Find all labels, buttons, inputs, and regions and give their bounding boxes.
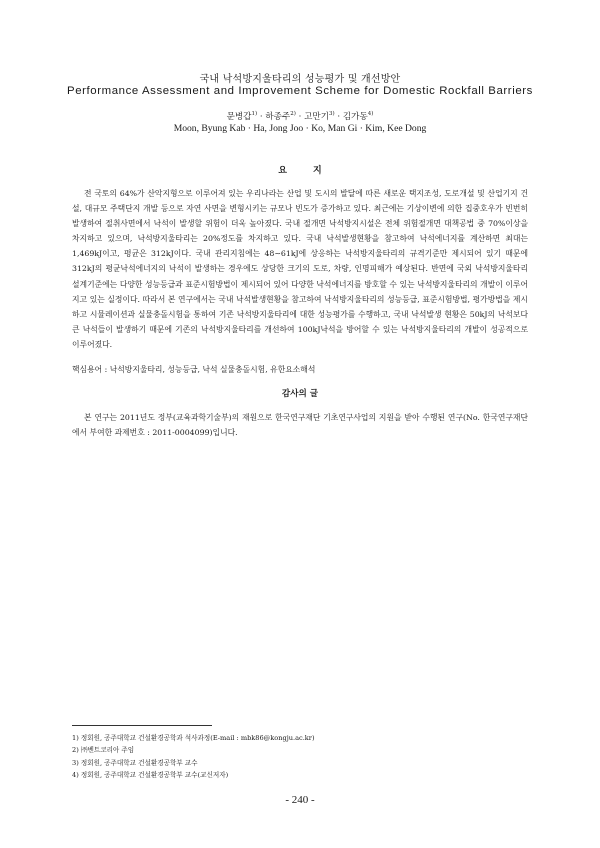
- authors-korean: [0, 110, 600, 122]
- footnote-4: 4) 정회원, 공주대학교 건설환경공학부 교수(교신저자): [72, 771, 229, 780]
- footnote-3: 3) 정회원, 공주대학교 건설환경공학부 교수: [72, 758, 198, 767]
- author-3-name: 고만기: [304, 112, 329, 122]
- acknowledgement-heading: 감사의 글: [281, 389, 319, 399]
- abstract-body: 전 국토의 64%가 산악지형으로 이루어져 있는 우리나라는 산업 및 도시의 발달에 따른 새로운 택지조성, 도로개설 및 산업기지 건설, 대규모 주택단지 개발 등으로 자연 사면을 변형시키는 규모나 빈도가 증가하고 있다. 최근에는 기상이변에 의한 집중호우가 빈번히 발생하여 절취사면에서 낙석이 발생할 위험이 더욱 높아졌다. 국내 절개면 낙석방지시설은 전체 위험절개면 대책공법 중 70%이상을 차지하고 있으며, 낙석방지울타리는 20%정도를 차지하고 있다. 국내 낙석발생현황을 참고하여 낙석에너지를 계산하면 최대는 1,469kJ이고, 평균은 312kJ이다. 국내 관리지침에는 48∼61kJ에 상응하는 낙석방지울타리의 규격기준만 제시되어 있기 때문에 312kJ의 평균낙석에너지의 낙석이 발생하는 경우에도 상당한 크기의 도로, 차량, 인명피해가 예상된다. 반면에 국외 낙석방지울타리 설계기준에는 다양한 성능등급과 표준시험방법이 제시되어 있어 다양한 낙석에너지를 방호할 수 있는 낙석방지울타리의 개발이 이루어지고 있는 실정이다. 따라서 본 연구에서는 국내 낙석발생현황을 참고하여 낙석방지울타리의 성능등급, 표준시험방법, 평가방법을 제시하고 시뮬레이션과 실물충돌시험을 통하여 기존 낙석방지울타리에 대한 성능평가를 수행하고, 국내 낙석발생 현황은 50kJ의 낙석보다 큰 낙석들이 발생하기 때문에 기존의 낙석방지울타리를 개선하여 100kJ낙석을 방어할 수 있는 낙석방지울타리의 개발이 성공적으로 이루어졌다.: [72, 189, 528, 349]
- author-4-name: 김가동: [342, 112, 368, 122]
- author-4-mark: 4): [367, 111, 374, 118]
- author-separator: ·: [257, 112, 266, 122]
- author-1-mark: 1): [251, 111, 258, 118]
- title-english: Performance Assessment and Improvement Scheme for Domestic Rockfall Barriers: [67, 85, 533, 97]
- acknowledgement-body: 본 연구는 2011년도 정부(교육과학기술부)의 재원으로 한국연구재단 기초연구사업의 지원을 받아 수행된 연구(No. 한국연구재단에서 부여한 과제번호 : 2011-0004099)입니다.: [72, 413, 528, 438]
- keywords-label: 핵심용어 :: [72, 365, 110, 374]
- author-2-mark: 2): [290, 111, 296, 118]
- author-1-name: 문병갑: [226, 112, 252, 122]
- footnote-1: 1) 정회원, 공주대학교 건설환경공학과 석사과정(E-mail : mbk86@kongju.ac.kr): [72, 734, 315, 742]
- page-number: - 240 -: [285, 794, 315, 806]
- keywords: [72, 362, 528, 377]
- author-separator: ·: [295, 112, 305, 122]
- footnotes: [72, 732, 528, 782]
- footnote-2: 2) ㈜벤트코리아 주임: [72, 746, 135, 755]
- author-separator: ·: [334, 112, 343, 122]
- keywords-text: 낙석방지울타리, 성능등급, 낙석 실물충돌시험, 유한요소해석: [109, 365, 316, 374]
- authors-english: Moon, Byung Kab · Ha, Jong Joo · Ko, Man Gi · Kim, Kee Dong: [173, 123, 427, 134]
- footnote-divider: [72, 725, 212, 726]
- title-korean: 국내 낙석방지울타리의 성능평가 및 개선방안: [199, 74, 401, 85]
- author-3-mark: 3): [329, 111, 335, 118]
- author-2-name: 하종주: [265, 112, 291, 122]
- abstract-heading: 요지: [278, 166, 348, 176]
